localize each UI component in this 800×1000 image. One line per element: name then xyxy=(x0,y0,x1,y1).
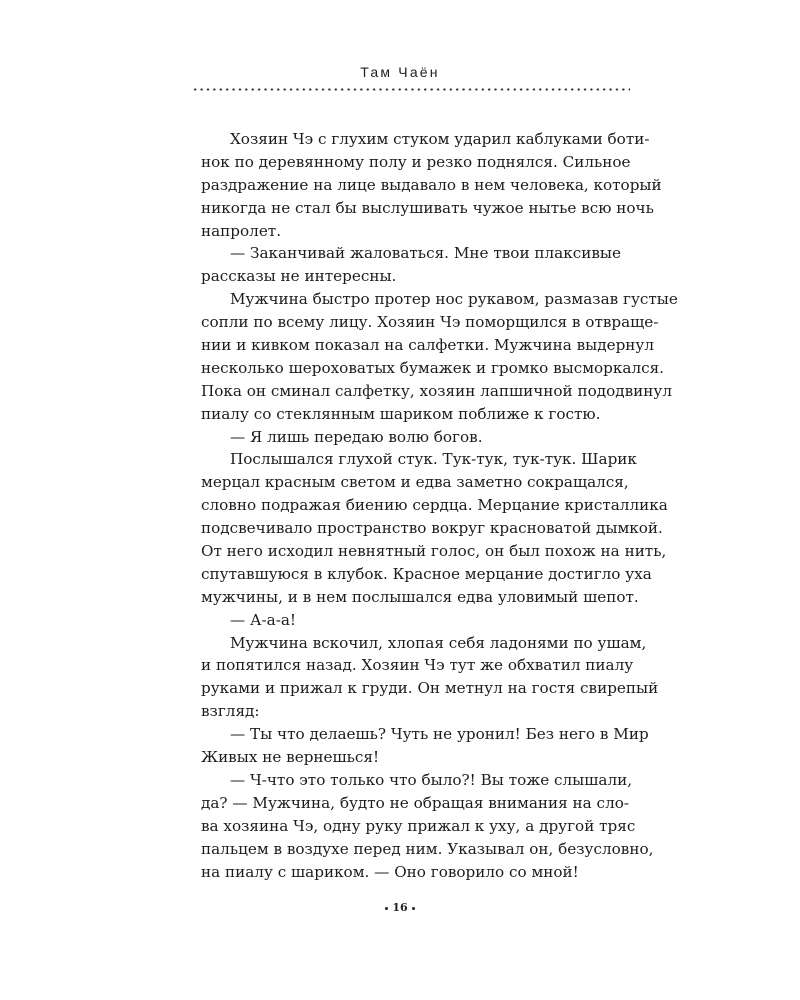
text-line: рассказы не интересны. xyxy=(201,267,397,286)
text-line: мужчины, и в нем послышался едва уловимый шепот. xyxy=(201,587,639,606)
text-line: пальцем в воздухе перед ним. Указывал он, безусловно, xyxy=(201,839,654,858)
text-line: Живых не вернешься! xyxy=(201,748,380,767)
text-line: подсвечивало пространство вокруг красноватой дымкой. xyxy=(201,519,663,538)
text-line: да? — Мужчина, будто не обращая внимания на сло- xyxy=(201,793,629,812)
text-line: напролет. xyxy=(201,221,282,240)
text-line: словно подражая биению сердца. Мерцание кристаллика xyxy=(201,496,668,515)
text-line: взгляд: xyxy=(201,702,260,721)
folio-dot-left xyxy=(385,907,388,910)
paragraph xyxy=(201,242,621,288)
running-head-author: Там Чаён xyxy=(360,64,440,80)
text-line: — А-а-а! xyxy=(230,610,296,629)
text-line: — Ч-что это только что было?! Вы тоже слышали, xyxy=(230,770,633,789)
paragraph xyxy=(201,723,649,769)
text-line: несколько шероховатых бумажек и громко высморкался. xyxy=(201,358,665,377)
text-line: нок по деревянному полу и резко поднялся. Сильное xyxy=(201,152,631,171)
text-line: сопли по всему лицу. Хозяин Чэ поморщился в отвраще- xyxy=(201,313,659,332)
text-line: Хозяин Чэ с глухим стуком ударил каблуками боти- xyxy=(230,130,650,148)
paragraph xyxy=(201,426,621,449)
paragraph xyxy=(201,769,654,883)
text-line: Пока он сминал салфетку, хозяин лапшичной пододвинул xyxy=(201,381,672,400)
text-line: От него исходил невнятный голос, он был похож на нить, xyxy=(201,542,667,561)
text-line: мерцал красным светом и едва заметно сокращался, xyxy=(201,473,629,492)
text-line: — Заканчивай жаловаться. Мне твои плаксивые xyxy=(230,244,621,263)
text-line: — Я лишь передаю волю богов. xyxy=(230,427,483,446)
paragraph xyxy=(201,128,662,242)
text-line: — Ты что делаешь? Чуть не уронил! Без него в Мир xyxy=(230,725,649,744)
paragraph xyxy=(201,448,668,608)
text-line: нии и кивком показал на салфетки. Мужчина выдернул xyxy=(201,336,655,355)
folio-dot-right xyxy=(412,907,415,910)
paragraph xyxy=(201,632,659,724)
text-line: на пиалу с шариком. — Оно говорило со мной! xyxy=(201,862,579,881)
text-line: руками и прижал к груди. Он метнул на гостя свирепый xyxy=(201,679,659,698)
text-line: пиалу со стеклянным шариком поближе к гостю. xyxy=(201,404,601,423)
text-line: Мужчина вскочил, хлопая себя ладонями по ушам, xyxy=(230,633,647,652)
dotted-separator xyxy=(192,88,630,91)
text-line: раздражение на лице выдавало в нем человека, который xyxy=(201,175,662,194)
paragraph xyxy=(201,288,678,425)
text-line: ва хозяина Чэ, одну руку прижал к уху, а другой тряс xyxy=(201,816,636,835)
text-line: и попятился назад. Хозяин Чэ тут же обхватил пиалу xyxy=(201,656,634,675)
text-line: Послышался глухой стук. Тук-тук, тук-тук. Шарик xyxy=(230,450,637,469)
text-line: никогда не стал бы выслушивать чужое нытье всю ночь xyxy=(201,198,654,217)
text-line: Мужчина быстро протер нос рукавом, размазав густые xyxy=(230,290,678,309)
page-number: 16 xyxy=(392,901,408,914)
paragraph xyxy=(201,609,621,632)
page-folio xyxy=(0,901,800,914)
text-line: спутавшуюся в клубок. Красное мерцание достигло уха xyxy=(201,564,652,583)
body-text xyxy=(201,128,678,883)
